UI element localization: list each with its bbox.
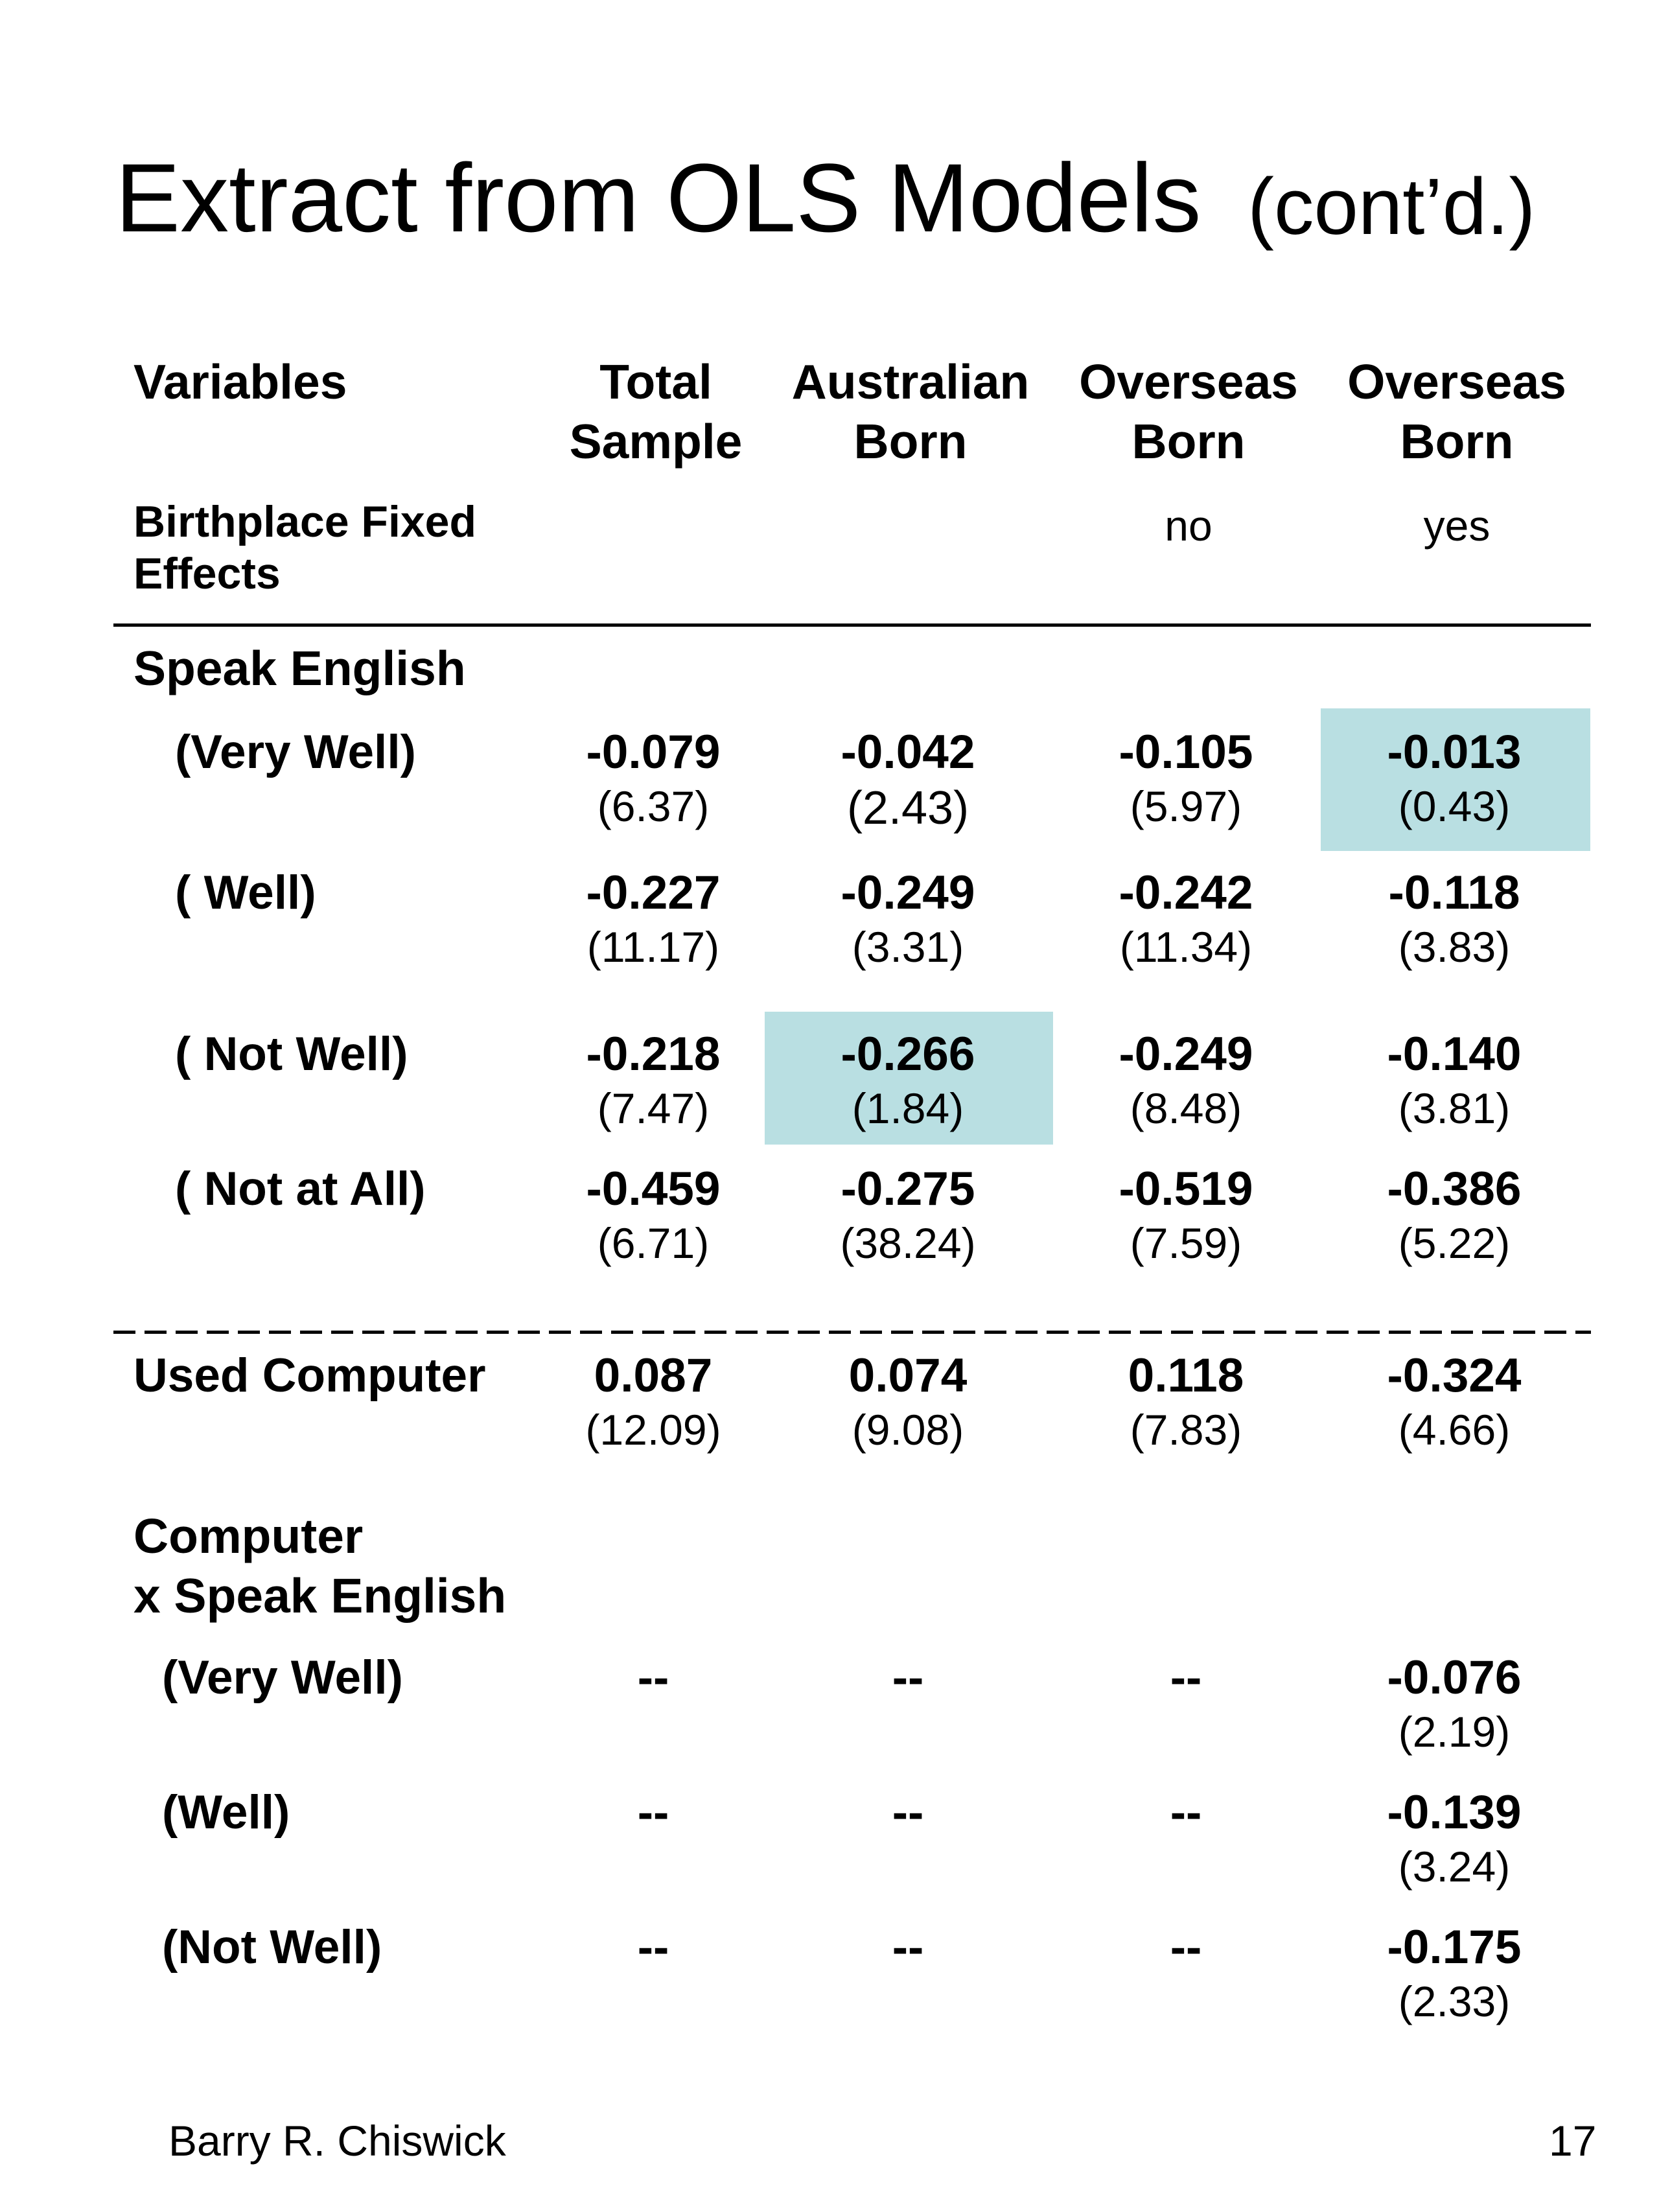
cell xyxy=(765,867,1050,971)
header-variables: Variables xyxy=(133,355,347,409)
cell xyxy=(1043,1030,1328,1130)
t-statistic: (7.59) xyxy=(1130,1219,1242,1267)
t-statistic: (3.31) xyxy=(852,923,964,971)
coefficient: -0.118 xyxy=(1388,867,1520,919)
t-statistic: (7.83) xyxy=(1130,1406,1242,1454)
coefficient: -0.079 xyxy=(586,726,721,778)
t-statistic: (6.71) xyxy=(597,1219,710,1267)
cell xyxy=(1312,1651,1597,1756)
header-line2: Born xyxy=(853,414,968,469)
header-rule xyxy=(113,623,1591,627)
cell xyxy=(511,1030,796,1130)
t-statistic: (2.43) xyxy=(846,782,969,834)
cell xyxy=(1043,1163,1328,1267)
coefficient: -0.013 xyxy=(1387,726,1522,778)
t-statistic: (2.19) xyxy=(1398,1708,1511,1756)
coefficient: -0.249 xyxy=(841,867,975,919)
interaction-row-label-not-well: (Not Well) xyxy=(162,1921,382,1973)
cell xyxy=(511,1349,796,1454)
header-total-sample xyxy=(513,352,798,471)
t-statistic: (9.08) xyxy=(852,1406,964,1454)
coefficient: -0.139 xyxy=(1387,1786,1522,1839)
coefficient: -0.218 xyxy=(586,1028,721,1080)
footer-author: Barry R. Chiswick xyxy=(168,2117,506,2165)
coefficient: -0.459 xyxy=(586,1163,721,1215)
t-statistic: (11.34) xyxy=(1119,923,1253,971)
empty-cell: -- xyxy=(1170,1921,1202,1973)
header-line1: Total xyxy=(599,355,712,409)
interaction-row-label-very-well: (Very Well) xyxy=(162,1651,403,1704)
speak-english-label: Speak English xyxy=(133,641,466,695)
t-statistic: (1.84) xyxy=(852,1084,964,1132)
cell xyxy=(511,1163,796,1267)
fixed-effects-label-line1: Birthplace Fixed xyxy=(133,497,477,546)
header-overseas-born-no-fe xyxy=(1046,352,1331,471)
t-statistic: (4.66) xyxy=(1398,1406,1511,1454)
t-statistic: (3.24) xyxy=(1398,1843,1511,1891)
header-line2: Born xyxy=(1400,414,1514,469)
header-line1: Australian xyxy=(791,355,1030,409)
cell xyxy=(1312,1921,1597,2025)
cell xyxy=(1312,1786,1597,1891)
t-statistic: (0.43) xyxy=(1398,782,1511,830)
coefficient: -0.275 xyxy=(841,1163,975,1215)
row-label-not-well: ( Not Well) xyxy=(175,1028,408,1080)
coefficient: -0.175 xyxy=(1387,1921,1522,1973)
coefficient: -0.140 xyxy=(1387,1028,1522,1080)
cell xyxy=(1043,728,1328,828)
cell xyxy=(1312,867,1597,971)
t-statistic: (2.33) xyxy=(1398,1977,1511,2025)
row-label-used-computer: Used Computer xyxy=(133,1349,486,1402)
coefficient: -0.386 xyxy=(1387,1163,1522,1215)
interaction-label-line1: Computer xyxy=(133,1509,364,1563)
cell xyxy=(511,867,796,971)
t-statistic: (38.24) xyxy=(840,1219,976,1267)
slide-title-suffix: (cont’d.) xyxy=(1247,163,1536,251)
row-label-very-well: (Very Well) xyxy=(175,726,416,778)
fixed-effects-label-line2: Effects xyxy=(133,549,281,598)
coefficient: -0.519 xyxy=(1119,1163,1253,1215)
header-line2: Born xyxy=(1131,414,1246,469)
t-statistic: (7.47) xyxy=(597,1084,710,1132)
coefficient: 0.087 xyxy=(594,1349,713,1402)
interaction-label-line2: x Speak English xyxy=(133,1568,507,1623)
coefficient: -0.227 xyxy=(586,867,721,919)
interaction-row-label-well: (Well) xyxy=(162,1786,290,1839)
row-label-not-at-all: ( Not at All) xyxy=(175,1163,426,1215)
cell xyxy=(1312,1349,1597,1454)
cell xyxy=(765,1163,1050,1267)
cell xyxy=(765,1349,1050,1454)
empty-cell: -- xyxy=(637,1651,669,1704)
cell xyxy=(765,728,1050,832)
cell xyxy=(1043,1349,1328,1454)
empty-cell: -- xyxy=(892,1786,924,1839)
cell xyxy=(1043,867,1328,971)
t-statistic: (5.22) xyxy=(1398,1219,1511,1267)
coefficient: -0.266 xyxy=(841,1028,975,1080)
t-statistic: (5.97) xyxy=(1130,782,1242,830)
header-overseas-born-fe xyxy=(1314,352,1599,471)
coefficient: -0.242 xyxy=(1119,867,1253,919)
header-australian-born xyxy=(768,352,1053,471)
header-line2: Sample xyxy=(569,414,743,469)
coefficient: -0.324 xyxy=(1387,1349,1522,1402)
coefficient: -0.076 xyxy=(1387,1651,1522,1704)
slide-title: Extract from OLS Models xyxy=(115,143,1201,252)
interaction-label xyxy=(133,1506,506,1625)
t-statistic: (6.37) xyxy=(597,782,710,830)
cell xyxy=(1312,1030,1597,1130)
empty-cell: -- xyxy=(1170,1651,1202,1704)
empty-cell: -- xyxy=(637,1921,669,1973)
empty-cell: -- xyxy=(1170,1786,1202,1839)
page-number: 17 xyxy=(1549,2117,1597,2165)
header-line1: Overseas xyxy=(1079,355,1298,409)
row-label-well: ( Well) xyxy=(175,867,316,919)
header-line1: Overseas xyxy=(1347,355,1566,409)
t-statistic: (3.81) xyxy=(1398,1084,1511,1132)
empty-cell: -- xyxy=(892,1921,924,1973)
dashed-separator xyxy=(113,1331,1591,1334)
coefficient: 0.118 xyxy=(1128,1349,1244,1402)
t-statistic: (12.09) xyxy=(585,1406,721,1454)
cell-highlighted xyxy=(1312,728,1597,828)
coefficient: 0.074 xyxy=(848,1349,968,1402)
t-statistic: (11.17) xyxy=(586,923,720,971)
coefficient: -0.105 xyxy=(1119,726,1253,778)
cell xyxy=(511,728,796,828)
cell xyxy=(1312,1163,1597,1267)
cell-highlighted xyxy=(765,1030,1050,1130)
empty-cell: -- xyxy=(892,1651,924,1704)
coefficient: -0.249 xyxy=(1119,1028,1253,1080)
fixed-effects-yes: yes xyxy=(1423,502,1491,550)
fixed-effects-label xyxy=(133,496,476,600)
empty-cell: -- xyxy=(637,1786,669,1839)
coefficient: -0.042 xyxy=(841,726,975,778)
fixed-effects-no: no xyxy=(1165,502,1212,550)
t-statistic: (8.48) xyxy=(1130,1084,1242,1132)
t-statistic: (3.83) xyxy=(1398,923,1511,971)
